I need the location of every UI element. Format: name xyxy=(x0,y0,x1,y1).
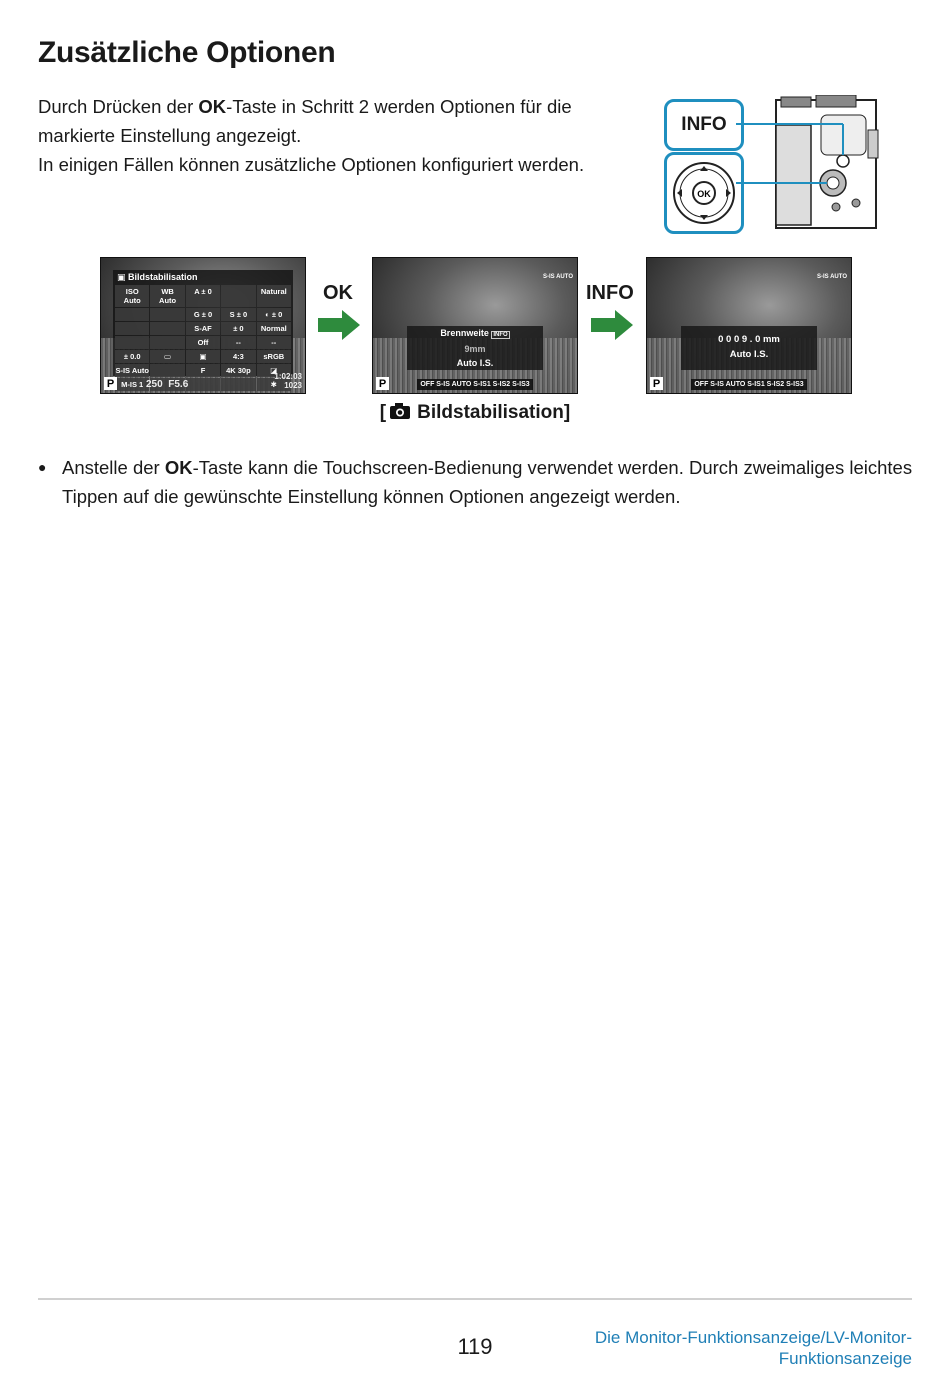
control-panel-cell: ✱ xyxy=(257,378,291,391)
control-panel-cell: -- xyxy=(257,336,291,349)
control-panel-cell xyxy=(150,322,184,335)
is-options-bar: OFF S-IS AUTO S-IS1 S-IS2 S-IS3 xyxy=(417,379,533,390)
intro-paragraph-2: In einigen Fällen können zusätzliche Optionen konfiguriert werden. xyxy=(38,154,585,175)
page-title: Zusätzliche Optionen xyxy=(38,36,336,69)
mode-badge: P xyxy=(650,377,663,390)
footer-link[interactable]: Die Monitor-Funktionsanzeige/LV-Monitor- Funktionsanzeige xyxy=(594,1328,912,1368)
control-panel-cell: Normal xyxy=(257,322,291,335)
exposure-readout: 250 F5.6 xyxy=(146,379,189,390)
control-panel-cell: ▣ xyxy=(186,350,220,363)
control-panel-cell: ISO Auto xyxy=(115,285,149,307)
control-panel-cell: ◐ ± 0 xyxy=(257,308,291,321)
info-label: INFO xyxy=(681,114,727,135)
control-panel-grid xyxy=(115,285,291,391)
control-panel-cell: Natural xyxy=(257,285,291,307)
screen-super-control-panel xyxy=(100,257,306,394)
focal-length-panel: Brennweite INFO 9mm Auto I.S. xyxy=(407,326,543,370)
control-panel-cell: G ± 0 xyxy=(186,308,220,321)
screen-focal-length-entry xyxy=(646,257,852,394)
bullet-text: Anstelle der OK-Taste kann die Touchscreen-Bedienung verwendet werden. Durch zweimaliges leichtes Tippen auf die gewünschte Einstellung können Optionen angezeigt werden. xyxy=(62,457,913,507)
footer-divider xyxy=(38,1298,912,1300)
figure-caption: [ Bildstabilisation] xyxy=(379,402,571,423)
page-number: 119 xyxy=(457,1334,493,1359)
control-panel-cell xyxy=(115,336,149,349)
bullet-note xyxy=(38,453,918,511)
arrow-label-info: INFO xyxy=(586,282,634,304)
is-mode-tag: S-IS AUTO xyxy=(816,274,847,280)
camera-back-illustration xyxy=(736,95,886,230)
is-mode-tag: S-IS AUTO xyxy=(542,274,573,280)
control-panel-title: ▣ Bildstabilisation xyxy=(117,272,198,282)
arrow-label-ok: OK xyxy=(323,282,353,304)
control-panel-cell: ▭ xyxy=(150,350,184,363)
control-panel-cell: M-IS 1 xyxy=(115,378,149,391)
control-panel-cell xyxy=(150,336,184,349)
mode-badge: P xyxy=(376,377,389,390)
arrow-right-icon xyxy=(591,310,633,340)
control-panel-cell: F xyxy=(186,364,220,377)
intro-paragraph-1: Durch Drücken der OK-Taste in Schritt 2 werden Optionen für die markierte Einstellung angezeigt. xyxy=(38,96,572,146)
info-button-callout xyxy=(664,99,744,151)
remaining-readout: 1:02:03 1023 xyxy=(274,372,302,390)
control-panel-cell: A ± 0 xyxy=(186,285,220,307)
control-panel-cell xyxy=(115,322,149,335)
control-panel-cell xyxy=(115,308,149,321)
svg-text:OK: OK xyxy=(697,189,711,199)
dpad-icon xyxy=(667,155,741,231)
control-panel-cell: WB Auto xyxy=(150,285,184,307)
bullet-dot-icon: ● xyxy=(38,459,47,475)
control-panel-cell: S-IS Auto xyxy=(115,366,149,375)
control-panel-cell: ◪ xyxy=(257,364,291,377)
screen-stabilisation-options xyxy=(372,257,578,394)
arrow-right-icon xyxy=(318,310,360,340)
control-panel-cell: -- xyxy=(221,336,255,349)
ok-pad-callout xyxy=(664,152,744,234)
control-panel-cell xyxy=(221,285,255,307)
control-panel-cell xyxy=(150,364,184,377)
control-panel-cell: sRGB xyxy=(257,350,291,363)
focal-length-entry-panel: 0 0 0 9 . 0 mm Auto I.S. xyxy=(681,326,817,370)
control-panel-cell: 4K 30p xyxy=(221,364,255,377)
control-panel-cell: ± 0.0 xyxy=(115,350,149,363)
control-panel-cell xyxy=(150,308,184,321)
control-panel-cell xyxy=(221,378,255,391)
is-options-bar: OFF S-IS AUTO S-IS1 S-IS2 S-IS3 xyxy=(691,379,807,390)
control-panel-cell: Off xyxy=(186,336,220,349)
control-panel-cell: S-AF xyxy=(186,322,220,335)
control-panel-cell xyxy=(186,378,220,391)
mode-badge: P xyxy=(104,377,117,390)
camera-icon xyxy=(389,402,411,420)
control-panel-cell: S ± 0 xyxy=(221,308,255,321)
control-panel-cell: ± 0 xyxy=(221,322,255,335)
intro-text xyxy=(38,92,628,179)
control-panel-cell: 4:3 xyxy=(221,350,255,363)
